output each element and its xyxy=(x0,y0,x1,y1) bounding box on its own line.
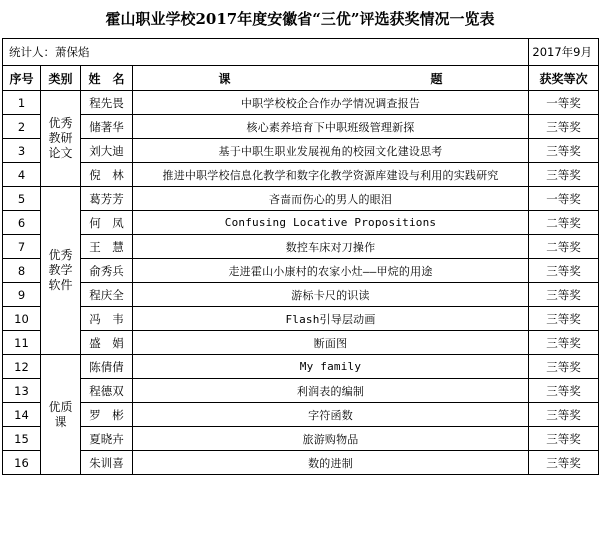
row-no: 6 xyxy=(3,211,41,235)
category-cell: 优秀教学软件 xyxy=(41,187,81,355)
row-award: 三等奖 xyxy=(529,139,599,163)
row-title: 断面图 xyxy=(133,331,529,355)
row-award: 一等奖 xyxy=(529,91,599,115)
row-title: 核心素养培育下中职班级管理新探 xyxy=(133,115,529,139)
table-row xyxy=(3,115,599,139)
row-no: 2 xyxy=(3,115,41,139)
row-title: 中职学校校企合作办学情况调查报告 xyxy=(133,91,529,115)
table-row xyxy=(3,307,599,331)
table-row xyxy=(3,427,599,451)
row-award: 一等奖 xyxy=(529,187,599,211)
header-row xyxy=(3,66,599,91)
header-category: 类别 xyxy=(41,66,81,91)
row-title: 字符函数 xyxy=(133,403,529,427)
row-name: 葛芳芳 xyxy=(81,187,133,211)
category-cell: 优秀教研论文 xyxy=(41,91,81,187)
row-title: 利润表的编制 xyxy=(133,379,529,403)
header-title-left: 课 xyxy=(218,71,231,86)
row-no: 13 xyxy=(3,379,41,403)
row-no: 10 xyxy=(3,307,41,331)
table-row xyxy=(3,91,599,115)
row-name: 冯 韦 xyxy=(81,307,133,331)
row-award: 三等奖 xyxy=(529,163,599,187)
header-no: 序号 xyxy=(3,66,41,91)
row-award: 三等奖 xyxy=(529,259,599,283)
row-no: 11 xyxy=(3,331,41,355)
row-title: 数的进制 xyxy=(133,451,529,475)
row-name: 罗 彬 xyxy=(81,403,133,427)
row-name: 程先畏 xyxy=(81,91,133,115)
row-name: 程德双 xyxy=(81,379,133,403)
table-row xyxy=(3,259,599,283)
row-name: 俞秀兵 xyxy=(81,259,133,283)
row-name: 陈倩倩 xyxy=(81,355,133,379)
row-title: 走进霍山小康村的农家小灶——甲烷的用途 xyxy=(133,259,529,283)
row-title: My family xyxy=(133,355,529,379)
award-table xyxy=(2,38,599,475)
row-award: 三等奖 xyxy=(529,283,599,307)
table-row xyxy=(3,403,599,427)
table-row xyxy=(3,331,599,355)
row-name: 何 凤 xyxy=(81,211,133,235)
row-name: 程庆全 xyxy=(81,283,133,307)
row-no: 14 xyxy=(3,403,41,427)
row-award: 二等奖 xyxy=(529,235,599,259)
table-row xyxy=(3,379,599,403)
row-award: 二等奖 xyxy=(529,211,599,235)
row-no: 8 xyxy=(3,259,41,283)
header-title xyxy=(133,66,529,91)
row-title: 基于中职生职业发展视角的校园文化建设思考 xyxy=(133,139,529,163)
statistician: 统计人：萧保焰 xyxy=(3,39,529,66)
header-award: 获奖等次 xyxy=(529,66,599,91)
row-award: 三等奖 xyxy=(529,403,599,427)
row-award: 三等奖 xyxy=(529,355,599,379)
row-no: 1 xyxy=(3,91,41,115)
row-title: 吝啬而伤心的男人的眼泪 xyxy=(133,187,529,211)
row-award: 三等奖 xyxy=(529,379,599,403)
row-name: 储著华 xyxy=(81,115,133,139)
row-name: 夏晓卉 xyxy=(81,427,133,451)
row-award: 三等奖 xyxy=(529,331,599,355)
meta-row xyxy=(3,39,599,66)
row-title: 游标卡尺的识读 xyxy=(133,283,529,307)
table-row xyxy=(3,163,599,187)
table-row xyxy=(3,451,599,475)
document-title: 霍山职业学校2017年度安徽省“三优”评选获奖情况一览表 xyxy=(105,10,495,28)
row-title: Confusing Locative Propositions xyxy=(133,211,529,235)
row-award: 三等奖 xyxy=(529,115,599,139)
table-row xyxy=(3,283,599,307)
table-row xyxy=(3,139,599,163)
row-name: 朱训喜 xyxy=(81,451,133,475)
row-name: 王 慧 xyxy=(81,235,133,259)
row-award: 三等奖 xyxy=(529,451,599,475)
row-no: 4 xyxy=(3,163,41,187)
table-row xyxy=(3,235,599,259)
row-name: 盛 娟 xyxy=(81,331,133,355)
row-no: 3 xyxy=(3,139,41,163)
table-row xyxy=(3,211,599,235)
row-no: 15 xyxy=(3,427,41,451)
row-name: 倪 林 xyxy=(81,163,133,187)
row-title: 数控车床对刀操作 xyxy=(133,235,529,259)
row-title: 推进中职学校信息化教学和数字化教学资源库建设与利用的实践研究 xyxy=(133,163,529,187)
row-no: 9 xyxy=(3,283,41,307)
table-row xyxy=(3,355,599,379)
row-award: 三等奖 xyxy=(529,427,599,451)
row-award: 三等奖 xyxy=(529,307,599,331)
row-name: 刘大迪 xyxy=(81,139,133,163)
row-title: Flash引导层动画 xyxy=(133,307,529,331)
table-row xyxy=(3,187,599,211)
header-name: 姓 名 xyxy=(81,66,133,91)
row-no: 12 xyxy=(3,355,41,379)
header-title-right: 题 xyxy=(430,71,443,86)
category-cell: 优质课 xyxy=(41,355,81,475)
row-no: 16 xyxy=(3,451,41,475)
row-no: 7 xyxy=(3,235,41,259)
row-title: 旅游购物品 xyxy=(133,427,529,451)
row-no: 5 xyxy=(3,187,41,211)
report-date: 2017年9月 xyxy=(529,39,599,66)
